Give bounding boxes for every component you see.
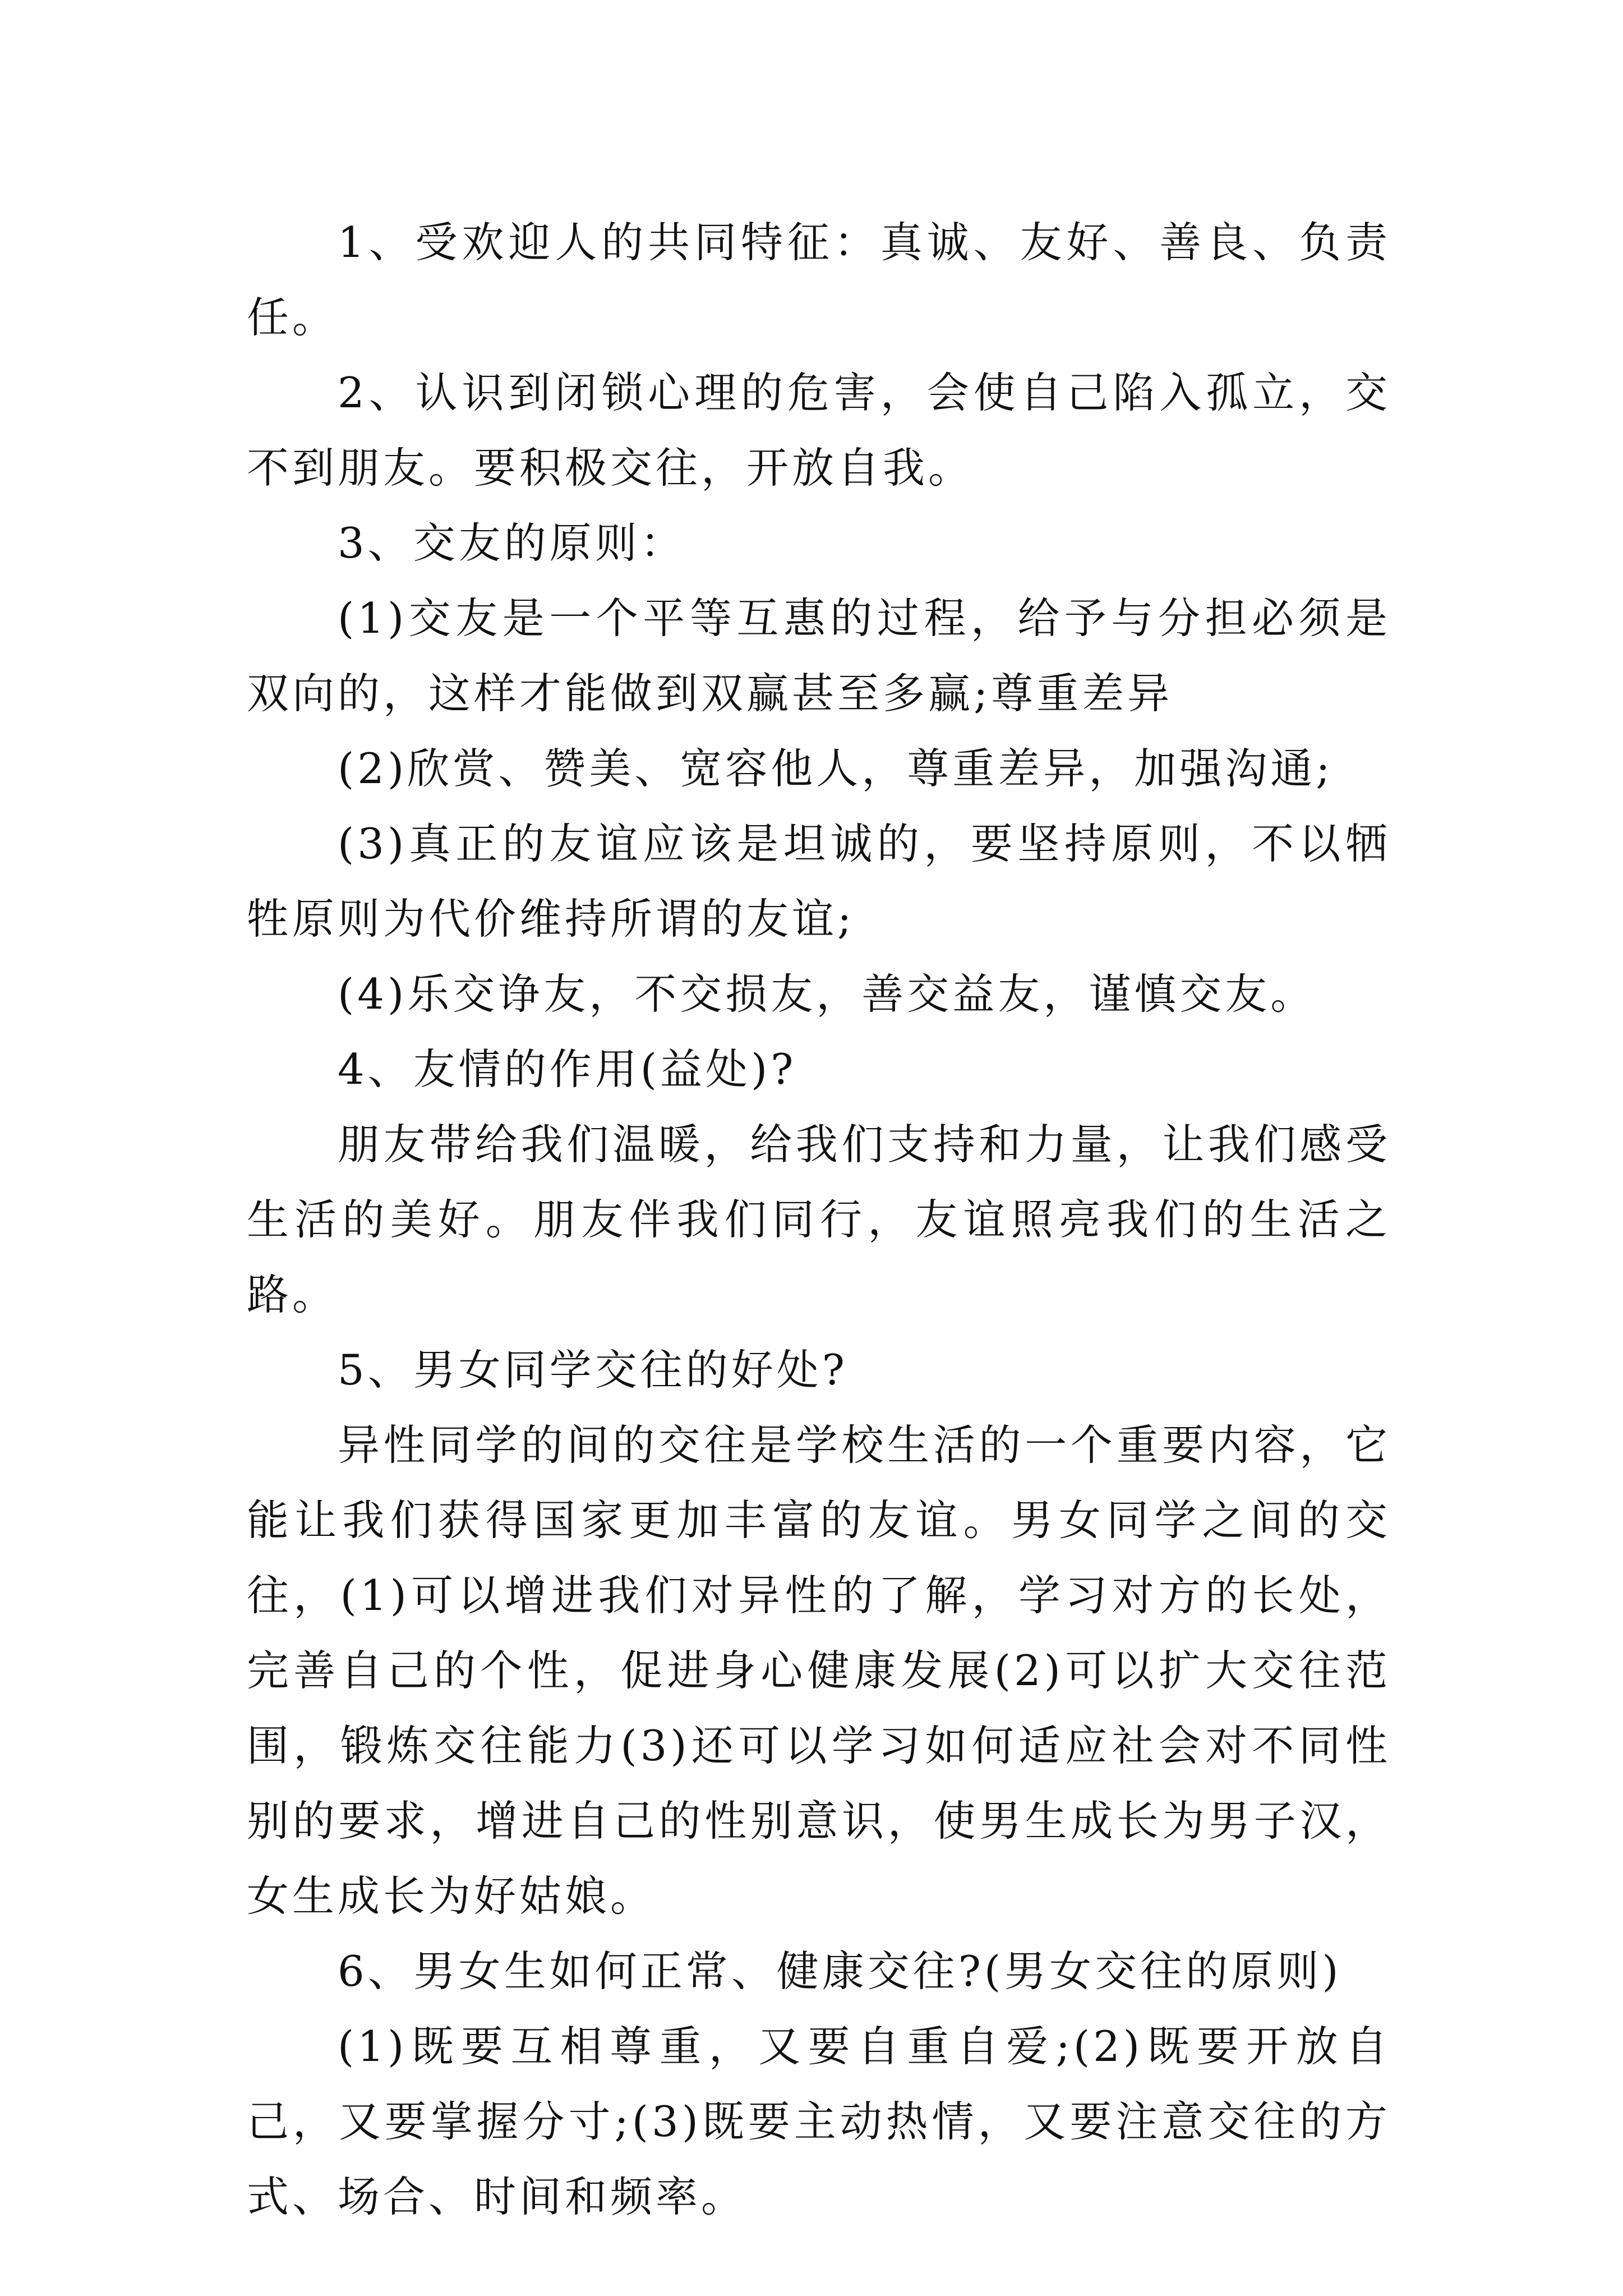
paragraph-benefits-body: 异性同学的间的交往是学校生活的一个重要内容，它能让我们获得国家更加丰富的友谊。男女同学之间的交往，(1)可以增进我们对异性的了解，学习对方的长处，完善自己的个性，促进身心健康发展(2)可以扩大交往范围，锻炼交往能力(3)还可以学习如何适应社会对不同性别的要求，增进自己的性别意识，使男生成长为男子汉，女生成长为好姑娘。 (247, 1420, 1391, 1921)
paragraph-friendship-body: 朋友带给我们温暖，给我们支持和力量，让我们感受生活的美好。朋友伴我们同行，友谊照亮我们的生活之路。 (247, 1120, 1391, 1319)
paragraph-closed-mind: 2、认识到闭锁心理的危害，会使自己陷入孤立，交不到朋友。要积极交往，开放自我。 (247, 368, 1391, 493)
paragraph-principle-3: (3)真正的友谊应该是坦诚的，要坚持原则，不以牺牲原则为代价维持所谓的友谊; (247, 819, 1391, 944)
paragraph-principles-heading: 3、交友的原则： (338, 518, 686, 568)
document-body (247, 205, 1391, 2234)
paragraph-healthy-heading: 6、男女生如何正常、健康交往?(男女交往的原则) (338, 1947, 1342, 1996)
paragraph-healthy-body: (1)既要互相尊重，又要自重自爱;(2)既要开放自己，又要掌握分寸;(3)既要主动热情，又要注意交往的方式、场合、时间和频率。 (247, 2022, 1391, 2221)
paragraph-benefits-heading: 5、男女同学交往的好处? (338, 1345, 848, 1395)
paragraph-friendship-heading: 4、友情的作用(益处)? (338, 1045, 797, 1094)
paragraph-trait: 1、受欢迎人的共同特征：真诚、友好、善良、负责任。 (247, 218, 1391, 342)
paragraph-principle-1: (1)交友是一个平等互惠的过程，给予与分担必须是双向的，这样才能做到双赢甚至多赢;尊重差异 (247, 593, 1391, 718)
paragraph-principle-4: (4)乐交诤友，不交损友，善交益友，谨慎交友。 (338, 969, 1316, 1019)
paragraph-principle-2: (2)欣赏、赞美、宽容他人，尊重差异，加强沟通; (338, 744, 1334, 793)
